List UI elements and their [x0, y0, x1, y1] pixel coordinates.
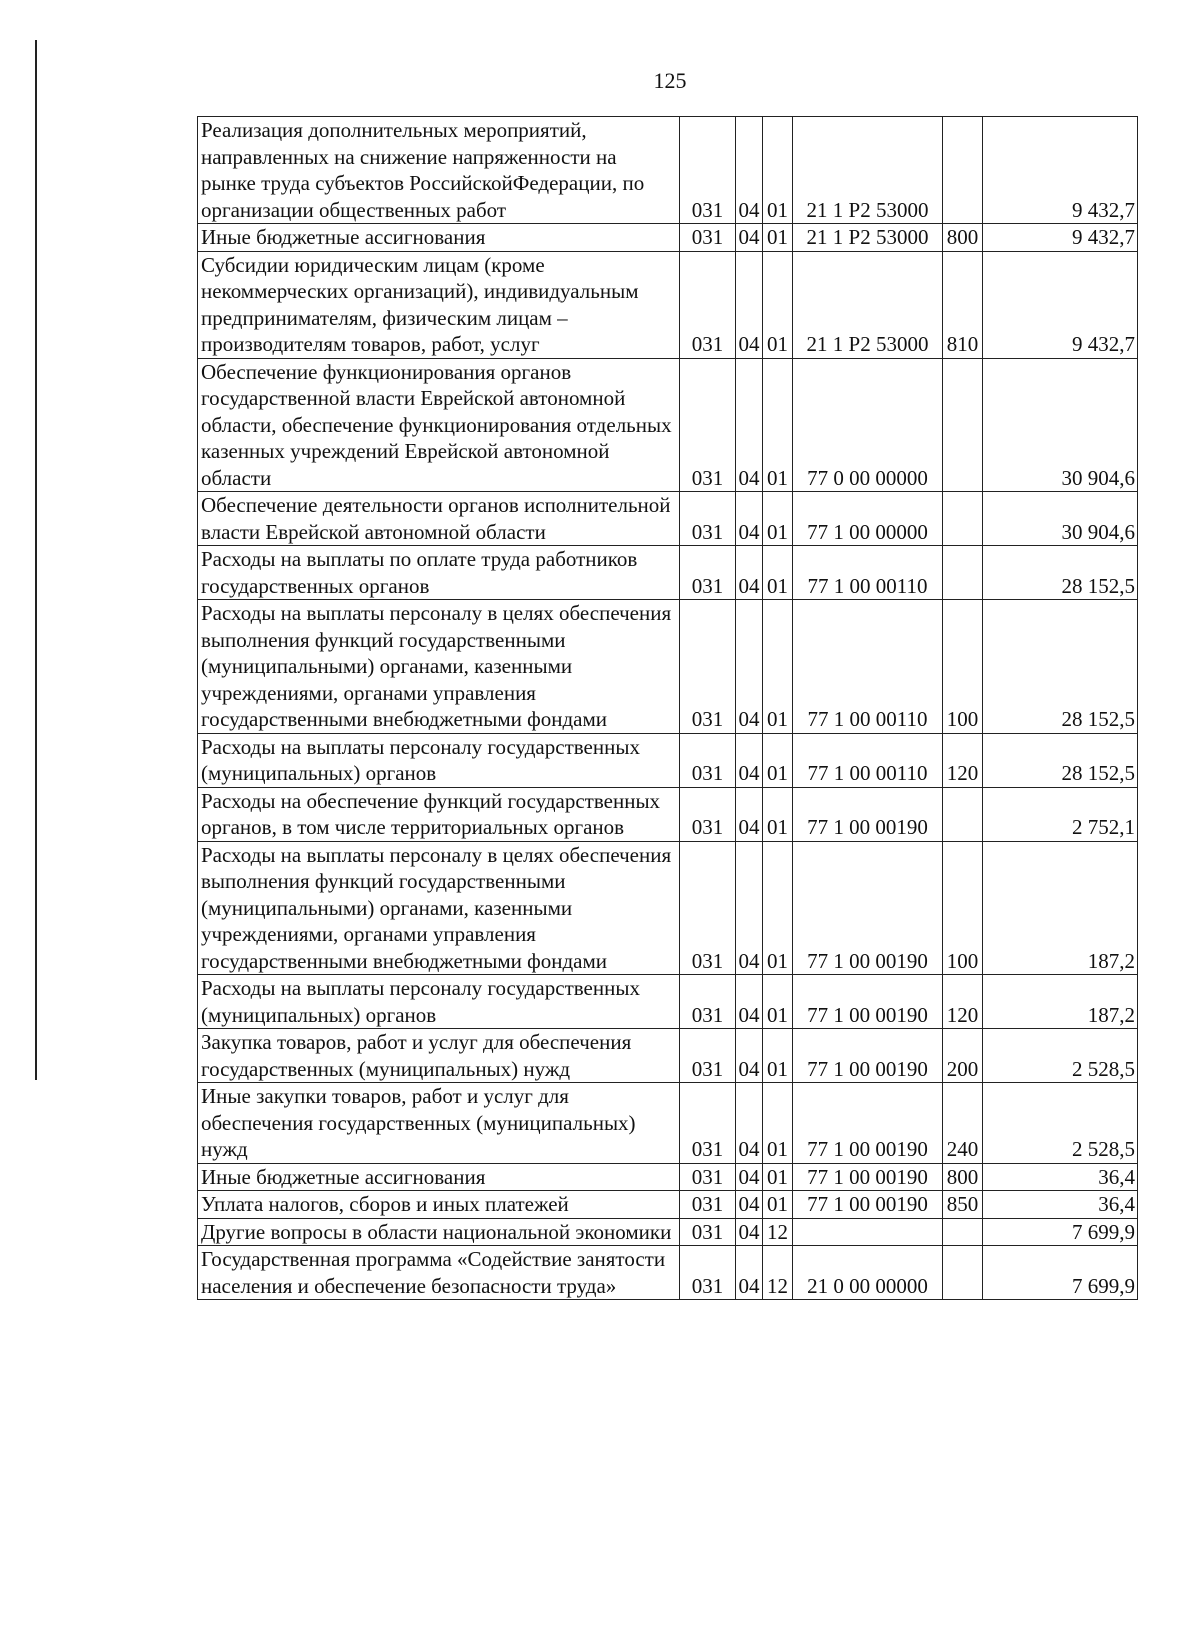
subsection-code: 01: [763, 600, 793, 734]
subsection-code: 01: [763, 733, 793, 787]
expense-type-code: [943, 1218, 983, 1246]
ministry-code: 031: [680, 1029, 736, 1083]
target-article-code: 77 1 00 00190: [793, 841, 943, 975]
amount: 7 699,9: [983, 1218, 1138, 1246]
target-article-code: 21 0 00 00000: [793, 1246, 943, 1300]
ministry-code: 031: [680, 358, 736, 492]
target-article-code: 77 0 00 00000: [793, 358, 943, 492]
section-code: 04: [736, 600, 763, 734]
ministry-code: 031: [680, 600, 736, 734]
section-code: 04: [736, 733, 763, 787]
table-row: [198, 975, 1138, 1029]
subsection-code: 01: [763, 117, 793, 224]
row-name: Иные закупки товаров, работ и услуг для обеспечения государственных (муниципальных) нужд: [198, 1083, 680, 1164]
row-name: Иные бюджетные ассигнования: [198, 224, 680, 252]
target-article-code: 77 1 00 00190: [793, 1029, 943, 1083]
expense-type-code: 850: [943, 1191, 983, 1219]
page-number: 125: [653, 68, 687, 93]
table-row: [198, 787, 1138, 841]
margin-binding-line: [35, 40, 37, 1080]
subsection-code: 01: [763, 251, 793, 358]
ministry-code: 031: [680, 492, 736, 546]
table-row: [198, 841, 1138, 975]
subsection-code: 01: [763, 1191, 793, 1219]
row-name: Расходы на выплаты персоналу государственных (муниципальных) органов: [198, 975, 680, 1029]
expense-type-code: 100: [943, 841, 983, 975]
row-name: Расходы на обеспечение функций государственных органов, в том числе территориальных органов: [198, 787, 680, 841]
expense-type-code: 100: [943, 600, 983, 734]
ministry-code: 031: [680, 1218, 736, 1246]
ministry-code: 031: [680, 224, 736, 252]
subsection-code: 01: [763, 492, 793, 546]
row-name: Иные бюджетные ассигнования: [198, 1163, 680, 1191]
section-code: 04: [736, 492, 763, 546]
subsection-code: 01: [763, 1083, 793, 1164]
ministry-code: 031: [680, 733, 736, 787]
expense-type-code: [943, 1246, 983, 1300]
section-code: 04: [736, 1246, 763, 1300]
target-article-code: [793, 1218, 943, 1246]
row-name: Государственная программа «Содействие занятости населения и обеспечение безопасности труда»: [198, 1246, 680, 1300]
ministry-code: 031: [680, 117, 736, 224]
budget-table: [197, 116, 1138, 1300]
table-row: [198, 117, 1138, 224]
row-name: Обеспечение функционирования органов государственной власти Еврейской автономной области, обеспечение функционирования отдельных казенных учреждений Еврейской автономной области: [198, 358, 680, 492]
section-code: 04: [736, 787, 763, 841]
subsection-code: 01: [763, 1029, 793, 1083]
amount: 28 152,5: [983, 600, 1138, 734]
table-row: [198, 733, 1138, 787]
target-article-code: 21 1 Р2 53000: [793, 117, 943, 224]
amount: 28 152,5: [983, 546, 1138, 600]
ministry-code: 031: [680, 1083, 736, 1164]
amount: 28 152,5: [983, 733, 1138, 787]
amount: 9 432,7: [983, 251, 1138, 358]
table-row: [198, 492, 1138, 546]
section-code: 04: [736, 546, 763, 600]
section-code: 04: [736, 975, 763, 1029]
budget-table-body: [198, 117, 1138, 1300]
subsection-code: 01: [763, 841, 793, 975]
target-article-code: 77 1 00 00190: [793, 1163, 943, 1191]
table-row: [198, 358, 1138, 492]
section-code: 04: [736, 117, 763, 224]
section-code: 04: [736, 1218, 763, 1246]
table-row: [198, 1191, 1138, 1219]
amount: 36,4: [983, 1163, 1138, 1191]
row-name: Расходы на выплаты персоналу в целях обеспечения выполнения функций государственными (муниципальными) органами, казенными учреждениями, органами управления государственными внебюджетными фондами: [198, 600, 680, 734]
target-article-code: 21 1 Р2 53000: [793, 251, 943, 358]
table-row: [198, 1218, 1138, 1246]
section-code: 04: [736, 1191, 763, 1219]
row-name: Обеспечение деятельности органов исполнительной власти Еврейской автономной области: [198, 492, 680, 546]
subsection-code: 01: [763, 224, 793, 252]
table-row: [198, 1163, 1138, 1191]
row-name: Уплата налогов, сборов и иных платежей: [198, 1191, 680, 1219]
subsection-code: 01: [763, 787, 793, 841]
expense-type-code: 120: [943, 975, 983, 1029]
amount: 30 904,6: [983, 492, 1138, 546]
subsection-code: 12: [763, 1218, 793, 1246]
amount: 36,4: [983, 1191, 1138, 1219]
expense-type-code: 200: [943, 1029, 983, 1083]
amount: 187,2: [983, 841, 1138, 975]
expense-type-code: 800: [943, 224, 983, 252]
section-code: 04: [736, 1163, 763, 1191]
ministry-code: 031: [680, 546, 736, 600]
expense-type-code: 800: [943, 1163, 983, 1191]
target-article-code: 77 1 00 00190: [793, 1083, 943, 1164]
target-article-code: 77 1 00 00000: [793, 492, 943, 546]
row-name: Расходы на выплаты по оплате труда работников государственных органов: [198, 546, 680, 600]
amount: 9 432,7: [983, 224, 1138, 252]
table-row: [198, 546, 1138, 600]
row-name: Другие вопросы в области национальной экономики: [198, 1218, 680, 1246]
target-article-code: 77 1 00 00190: [793, 975, 943, 1029]
subsection-code: 01: [763, 975, 793, 1029]
target-article-code: 77 1 00 00190: [793, 787, 943, 841]
ministry-code: 031: [680, 841, 736, 975]
row-name: Расходы на выплаты персоналу государственных (муниципальных) органов: [198, 733, 680, 787]
row-name: Субсидии юридическим лицам (кроме некоммерческих организаций), индивидуальным предпринимателям, физическим лицам – производителям товаров, работ, услуг: [198, 251, 680, 358]
amount: 7 699,9: [983, 1246, 1138, 1300]
amount: 2 528,5: [983, 1083, 1138, 1164]
amount: 2 752,1: [983, 787, 1138, 841]
expense-type-code: 120: [943, 733, 983, 787]
expense-type-code: 810: [943, 251, 983, 358]
table-row: [198, 1083, 1138, 1164]
table-row: [198, 251, 1138, 358]
table-row: [198, 1246, 1138, 1300]
section-code: 04: [736, 841, 763, 975]
expense-type-code: 240: [943, 1083, 983, 1164]
amount: 30 904,6: [983, 358, 1138, 492]
ministry-code: 031: [680, 1163, 736, 1191]
amount: 9 432,7: [983, 117, 1138, 224]
row-name: Реализация дополнительных мероприятий, направленных на снижение напряженности на рынке труда субъектов РоссийскойФедерации, по организации общественных работ: [198, 117, 680, 224]
target-article-code: 77 1 00 00110: [793, 546, 943, 600]
section-code: 04: [736, 1029, 763, 1083]
ministry-code: 031: [680, 975, 736, 1029]
target-article-code: 21 1 Р2 53000: [793, 224, 943, 252]
row-name: Закупка товаров, работ и услуг для обеспечения государственных (муниципальных) нужд: [198, 1029, 680, 1083]
amount: 187,2: [983, 975, 1138, 1029]
ministry-code: 031: [680, 251, 736, 358]
section-code: 04: [736, 358, 763, 492]
ministry-code: 031: [680, 1191, 736, 1219]
section-code: 04: [736, 224, 763, 252]
table-row: [198, 600, 1138, 734]
target-article-code: 77 1 00 00190: [793, 1191, 943, 1219]
table-row: [198, 1029, 1138, 1083]
target-article-code: 77 1 00 00110: [793, 733, 943, 787]
ministry-code: 031: [680, 1246, 736, 1300]
subsection-code: 12: [763, 1246, 793, 1300]
section-code: 04: [736, 251, 763, 358]
amount: 2 528,5: [983, 1029, 1138, 1083]
expense-type-code: [943, 787, 983, 841]
expense-type-code: [943, 492, 983, 546]
section-code: 04: [736, 1083, 763, 1164]
expense-type-code: [943, 358, 983, 492]
table-row: [198, 224, 1138, 252]
ministry-code: 031: [680, 787, 736, 841]
subsection-code: 01: [763, 546, 793, 600]
subsection-code: 01: [763, 1163, 793, 1191]
expense-type-code: [943, 546, 983, 600]
row-name: Расходы на выплаты персоналу в целях обеспечения выполнения функций государственными (муниципальными) органами, казенными учреждениями, органами управления государственными внебюджетными фондами: [198, 841, 680, 975]
target-article-code: 77 1 00 00110: [793, 600, 943, 734]
expense-type-code: [943, 117, 983, 224]
subsection-code: 01: [763, 358, 793, 492]
